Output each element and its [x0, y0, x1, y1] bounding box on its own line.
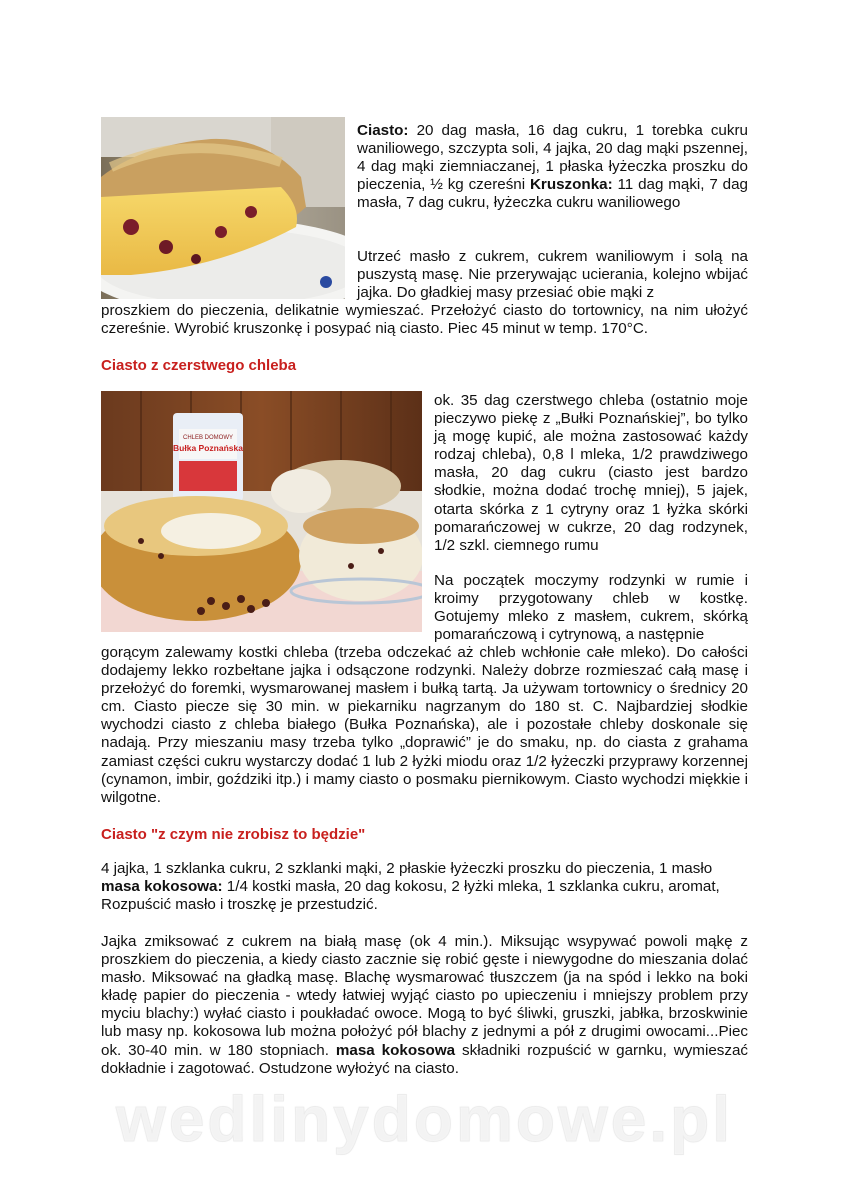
- cherry-cake-ingredients: [357, 122, 748, 212]
- method-text: gorącym zalewamy kostki chleba (trzeba odczekać aż chleb wchłonie całe mleko). Do całości dodajemy lekko rozbełtane jajka i odsączone rodzynki. Należy dobrze rozmieszać całą masę i przełożyć do foremki, wysmarowanej masłem i bułką tartą. Ja używam tortownicy o średnicy 20 cm. Ciasto piecze się 30 min. w piekarniku nagrzanym do 180 st. C. Najbardziej słodkie wychodzi ciasto z chleba białego (Bułka Poznańska), ale i pozostałe chleby doskonale się nadają. Przy mieszaniu masy trzeba tylko „doprawić” je do smaku, np. do ciasta z grahama zamiast części cukru wystarczy dodać 1 lub 2 łyżki miodu oraz 1/2 łyżeczki przyprawy korzennej (cynamon, imbir, goździki itp.) i mamy ciasto o posmaku piernikowym. Ciasto wychodzi miękkie i wilgotne.: [101, 644, 748, 806]
- method-text: Utrzeć masło z cukrem, cukrem waniliowym i solą na puszystą masę. Nie przerywając ucierania, kolejno wbijać jajka. Do gładkiej masy przesiać obie mąki z: [357, 248, 748, 302]
- site-watermark: wedlinydomowe.pl: [116, 1083, 733, 1155]
- ingredients-text: ok. 35 dag czerstwego chleba (ostatnio moje pieczywo piekę z „Bułki Poznańskiej”, bo tylko ją mogę kupić, ale można zastosować każdy rodzaj chleba), 0,8 l mleka, 1/2 prawdziwego masła, 20 dag cukru (ciasto jest bardzo słodkie, można dodać trochę mniej), 5 jajek, otarta skórka z 1 cytryny oraz 1 łyżka skórki pomarańczowej w cukrze, 20 dag rodzynek, 1/2 szkl. ciemnego rumu: [434, 392, 748, 554]
- method-text: proszkiem do pieczenia, delikatnie wymieszać. Przełożyć ciasto do tortownicy, na nim ułożyć czereśnie. Wyrobić kruszonkę i posypać nią ciasto. Piec 45 minut w temp. 170°C.: [101, 302, 748, 338]
- sheet-cake-ingredients: [101, 860, 761, 914]
- method-text: składniki rozpuścić w garnku, wymieszać dokładnie i zagotować. Ostudzone wyłożyć na ciasto.: [101, 1041, 748, 1077]
- bread-cake-method-wrapped: [434, 572, 748, 644]
- cherry-cake-method-full: [101, 302, 748, 338]
- coconut-label: masa kokosowa: [335, 1041, 456, 1059]
- butter-note: Rozpuścić masło i troszkę je przestudzić.: [101, 896, 378, 914]
- method-text: Jajka zmiksować z cukrem na białą masę (ok 4 min.). Miksując wsypywać powoli mąkę z proszkiem do pieczenia, a kiedy ciasto zacznie się robić gęste i niewygodne do mieszania dolać masło. Miksować na gładką masę. Blachę wysmarować tłuszczem (ja na spód i lekko na boki kładę papier do pieczenia - wtedy łatwiej wyjąć ciasto po upieczeniu i mniejszy problem przy myciu blachy:) wyłać ciasto i poukładać owoce. Mogą to być śliwki, gruszki, jabłka, brzoskwinie lub masy np. kokosowa lub można położyć pół blachy z jednymi a pół z drugimi owocami...Piec ok. 30-40 min. w 180 stopniach.: [101, 933, 748, 1059]
- bread-cake-method-full: [101, 644, 748, 807]
- bread-bag-label: Bułka Poznańska: [173, 443, 243, 453]
- bread-bag-label-top: CHLEB DOMOWY: [182, 435, 234, 441]
- crumble-text: 11 dag mąki, 7 dag masła, 7 dag cukru, łyżeczka cukru waniliowego: [357, 176, 748, 212]
- bread-cake-photo: [101, 391, 422, 632]
- ingredients-text: 4 jajka, 1 szklanka cukru, 2 szklanki mąki, 2 płaskie łyżeczki proszku do pieczenia, 1 masło: [101, 860, 713, 877]
- ingredients-text: 20 dag masła, 16 dag cukru, 1 torebka cukru waniliowego, szczypta soli, 4 jajka, 20 dag mąki pszennej, 4 dag mąki ziemniaczanej, 1 płaska łyżeczka proszku do pieczenia, ½ kg czereśni: [357, 122, 748, 194]
- coconut-label: masa kokosowa:: [101, 878, 223, 896]
- section-title: Ciasto "z czym nie zrobisz to będzie": [101, 826, 366, 843]
- section-title: Ciasto z czerstwego chleba: [101, 357, 297, 374]
- cherry-cake-photo: [101, 117, 345, 299]
- crumble-label: Kruszonka:: [529, 176, 613, 194]
- ingredients-label: Ciasto:: [357, 122, 409, 139]
- method-text: Na początek moczymy rodzynki w rumie i kroimy przygotowany chleb w kostkę. Gotujemy mleko z masłem, cukrem, skórką pomarańczową i cytrynową, a następnie: [434, 572, 748, 644]
- cherry-cake-method-wrapped: [357, 248, 748, 302]
- bread-cake-ingredients: [434, 392, 748, 555]
- sheet-cake-method: [101, 933, 748, 1078]
- coconut-text: 1/4 kostki masła, 20 dag kokosu, 2 łyżki mleka, 1 szklanka cukru, aromat,: [226, 878, 720, 896]
